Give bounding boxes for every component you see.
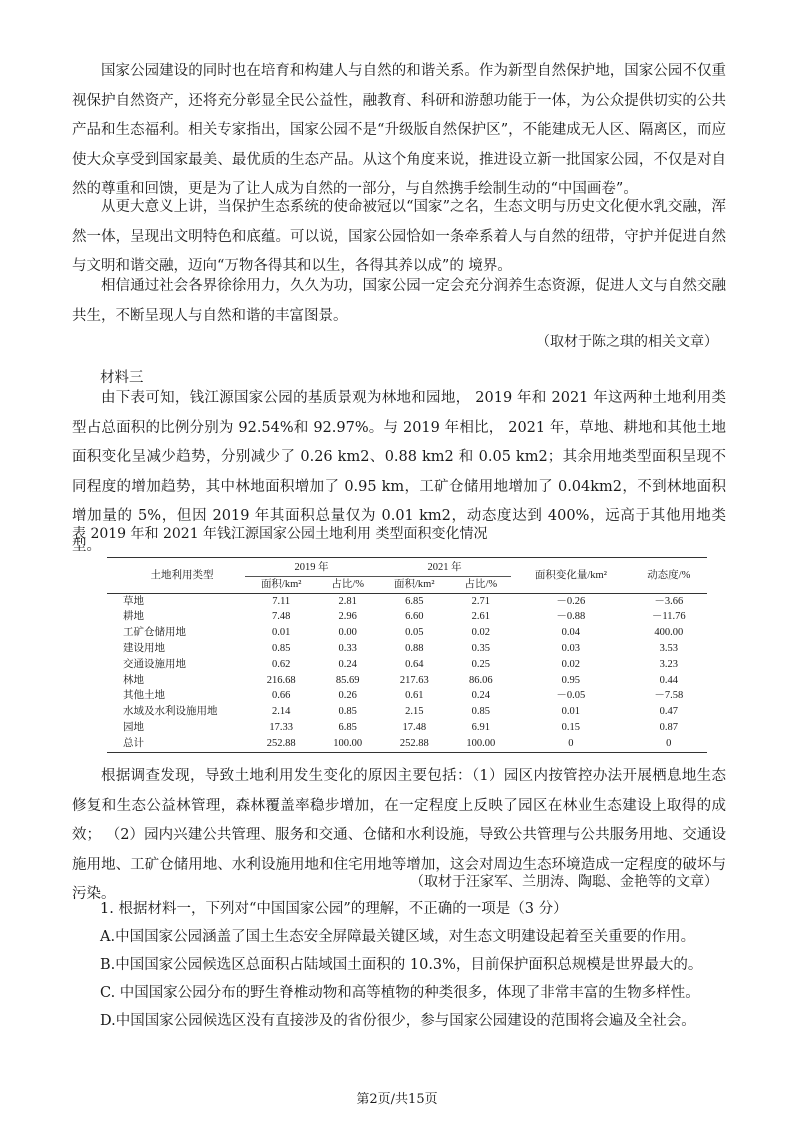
value-cell: 100.00 xyxy=(450,736,511,752)
table-row xyxy=(107,657,707,673)
col-header-area-2019: 面积/km² xyxy=(245,576,317,593)
value-cell: －11.76 xyxy=(651,611,686,623)
value-cell: －3.66 xyxy=(654,595,684,607)
land-use-table xyxy=(107,557,707,753)
value-cell: －0.26 xyxy=(556,595,586,607)
value-cell: 6.60 xyxy=(405,611,424,623)
value-cell: －0.88 xyxy=(556,611,586,623)
table-row xyxy=(107,736,707,752)
table-body xyxy=(107,593,707,752)
table-row xyxy=(107,720,707,736)
value-cell: 217.63 xyxy=(399,674,429,686)
value-cell: 100.00 xyxy=(317,736,378,752)
value-cell: 3.23 xyxy=(659,658,678,670)
value-cell: 0.26 xyxy=(338,690,357,702)
value-cell: 7.48 xyxy=(272,611,291,623)
option-a: A.中国国家公园涵盖了国土生态安全屏障最关键区域，对生态文明建设起着至关重要的作用。 xyxy=(100,929,696,945)
value-cell: 6.85 xyxy=(338,721,357,733)
value-cell: 216.68 xyxy=(266,674,296,686)
value-cell: 0.24 xyxy=(338,658,357,670)
table-row xyxy=(107,641,707,657)
table-row xyxy=(107,704,707,720)
value-cell: 2.14 xyxy=(272,706,291,718)
value-cell: －0.05 xyxy=(556,690,586,702)
value-cell: 0.66 xyxy=(272,690,291,702)
value-cell: 0.87 xyxy=(659,721,678,733)
col-header-change: 面积变化量/km² xyxy=(511,558,630,594)
value-cell: 6.91 xyxy=(471,721,490,733)
option-d: D.中国国家公园候选区没有直接涉及的省份很少，参与国家公园建设的范围将会遍及全社会。 xyxy=(100,1013,696,1029)
land-type-cell: 水域及水利设施用地 xyxy=(123,706,218,718)
value-cell: －7.58 xyxy=(654,690,684,702)
value-cell: 252.88 xyxy=(245,736,317,752)
col-header-area-2021: 面积/km² xyxy=(378,576,450,593)
value-cell: 0.33 xyxy=(338,642,357,654)
value-cell: 3.53 xyxy=(659,642,678,654)
value-cell: 0.03 xyxy=(561,642,581,654)
value-cell: 0.61 xyxy=(405,690,424,702)
value-cell: 0.01 xyxy=(561,706,581,718)
source-citation-1: （取材于陈之琪的相关文章） xyxy=(536,334,718,350)
option-b: B.中国国家公园候选区总面积占陆域国土面积的 10.3%，目前保护面积总规模是世界最大的。 xyxy=(100,957,703,973)
paragraph-1: 国家公园建设的同时也在培育和构建人与自然的和谐关系。作为新型自然保护地，国家公园不仅重视保护自然资产，还将充分彰显全民公益性，融教育、科研和游憩功能于一体，为公众提供切实的公共产品和生态福利。相关专家指出，国家公园不是“升级版自然保护区”，不能建成无人区、隔离区，而应使大众享受到国家最美、最优质的生态产品。从这个角度来说，推进设立新一批国家公园，不仅是对自然的尊重和回馈，更是为了让人成为自然的一部分，与自然携手绘制生动的“中国画卷”。 xyxy=(72,63,726,197)
land-type-cell: 园地 xyxy=(123,721,144,733)
value-cell: 0.85 xyxy=(272,642,291,654)
land-type-cell: 总计 xyxy=(107,736,245,752)
table-row xyxy=(107,593,707,609)
analysis-paragraph: 根据调查发现，导致土地利用发生变化的原因主要包括：（1）园区内按管控办法开展栖息地生态修复和生态公益林管理，森林覆盖率稳步增加，在一定程度上反映了园区在林业生态建设上取得的成效； （2）园内兴建公共管理、服务和交通、仓储和水利设施，导致公共管理与公共服务用地、交通设施用地、工矿仓储用地、水利设施用地和住宅用地等增加，这会对周边生态环境造成一定程度的破坏与污染。 xyxy=(72,768,726,902)
col-header-ratio-2021: 占比/% xyxy=(450,576,511,593)
table-row xyxy=(107,609,707,625)
value-cell: 0.02 xyxy=(561,658,581,670)
value-cell: 0.24 xyxy=(471,690,490,702)
value-cell: 0.95 xyxy=(561,674,581,686)
land-type-cell: 工矿仓储用地 xyxy=(123,627,186,639)
col-header-dynamic: 动态度/% xyxy=(631,558,707,594)
table-row xyxy=(107,673,707,689)
value-cell: 0.00 xyxy=(338,627,357,639)
paragraph-2: 从更大意义上讲，当保护生态系统的使命被冠以“国家”之名，生态文明与历史文化便水乳交融，浑然一体，呈现出文明特色和底蕴。可以说，国家公园恰如一条牵系着人与自然的纽带，守护并促进自然与文明和谐交融，迈向“万物各得其和以生，各得其养以成”的 境界。 xyxy=(72,199,726,274)
value-cell: 2.15 xyxy=(405,706,424,718)
value-cell: 400.00 xyxy=(654,627,684,639)
col-header-2021: 2021 年 xyxy=(378,558,511,577)
material3-paragraph: 由下表可知，钱江源国家公园的基质景观为林地和园地， 2019 年和 2021 年这两种土地利用类型占总面积的比例分别为 92.54%和 92.97%。与 2019 年相比， 2021 年，草地、耕地和其他土地面积变化呈减少趋势，分别减少了 0.26 km2、0.88 km2 和 0.05 km2；其余用地类型面积呈现不同程度的增加趋势，其中林地面积增加了 0.95 km，工矿仓储用地增加了 0.04km2，不到林地面积增加量的 5%，但因 2019 年其面积总量仅为 0.01 km2，动态度达到 400%，远高于其他用地类型。 xyxy=(72,390,726,554)
land-type-cell: 草地 xyxy=(123,595,144,607)
table-caption: 表 2019 年和 2021 年钱江源国家公园土地利用 类型面积变化情况 xyxy=(72,526,488,542)
value-cell: 0.85 xyxy=(471,706,490,718)
material3-heading: 材料三 xyxy=(100,370,144,386)
paragraph-3: 相信通过社会各界徐徐用力，久久为功，国家公园一定会充分润养生态资源，促进人文与自然交融共生，不断呈现人与自然和谐的丰富图景。 xyxy=(72,278,726,324)
value-cell: 0.01 xyxy=(272,627,291,639)
value-cell: 7.11 xyxy=(272,595,291,607)
source-citation-2: （取材于汪家军、兰朋涛、陶聪、金艳等的文章） xyxy=(410,874,718,890)
page-footer: 第2页/共15页 xyxy=(356,1092,438,1107)
land-type-cell: 其他土地 xyxy=(123,690,165,702)
value-cell: 0.04 xyxy=(561,627,581,639)
value-cell: 6.85 xyxy=(405,595,424,607)
value-cell: 0 xyxy=(511,736,630,752)
value-cell: 2.71 xyxy=(471,595,490,607)
land-type-cell: 交通设施用地 xyxy=(123,658,186,670)
value-cell: 0.25 xyxy=(471,658,490,670)
table-row xyxy=(107,688,707,704)
col-header-2019: 2019 年 xyxy=(245,558,378,577)
value-cell: 0.47 xyxy=(659,706,678,718)
value-cell: 17.48 xyxy=(402,721,427,733)
col-header-type: 土地利用类型 xyxy=(107,558,245,594)
col-header-ratio-2019: 占比/% xyxy=(317,576,378,593)
value-cell: 0.88 xyxy=(405,642,424,654)
value-cell: 0.85 xyxy=(338,706,357,718)
value-cell: 0.02 xyxy=(471,627,490,639)
value-cell: 0.44 xyxy=(659,674,678,686)
table-row xyxy=(107,625,707,641)
option-c: C. 中国国家公园分布的野生脊椎动物和高等植物的种类很多，体现了非常丰富的生物多样性。 xyxy=(100,985,700,1001)
value-cell: 252.88 xyxy=(378,736,450,752)
value-cell: 0.64 xyxy=(405,658,424,670)
value-cell: 86.06 xyxy=(468,674,493,686)
value-cell: 0 xyxy=(631,736,707,752)
value-cell: 0.15 xyxy=(561,721,581,733)
value-cell: 85.69 xyxy=(335,674,360,686)
value-cell: 17.33 xyxy=(269,721,293,733)
land-type-cell: 耕地 xyxy=(123,611,144,623)
value-cell: 2.81 xyxy=(338,595,357,607)
value-cell: 2.96 xyxy=(338,611,357,623)
value-cell: 0.62 xyxy=(272,658,291,670)
value-cell: 0.05 xyxy=(405,627,424,639)
question-stem: 1. 根据材料一，下列对“中国国家公园”的理解，不正确的一项是（3 分） xyxy=(100,901,568,917)
value-cell: 0.35 xyxy=(471,642,490,654)
land-type-cell: 林地 xyxy=(123,674,144,686)
land-type-cell: 建设用地 xyxy=(123,642,165,654)
value-cell: 2.61 xyxy=(471,611,490,623)
